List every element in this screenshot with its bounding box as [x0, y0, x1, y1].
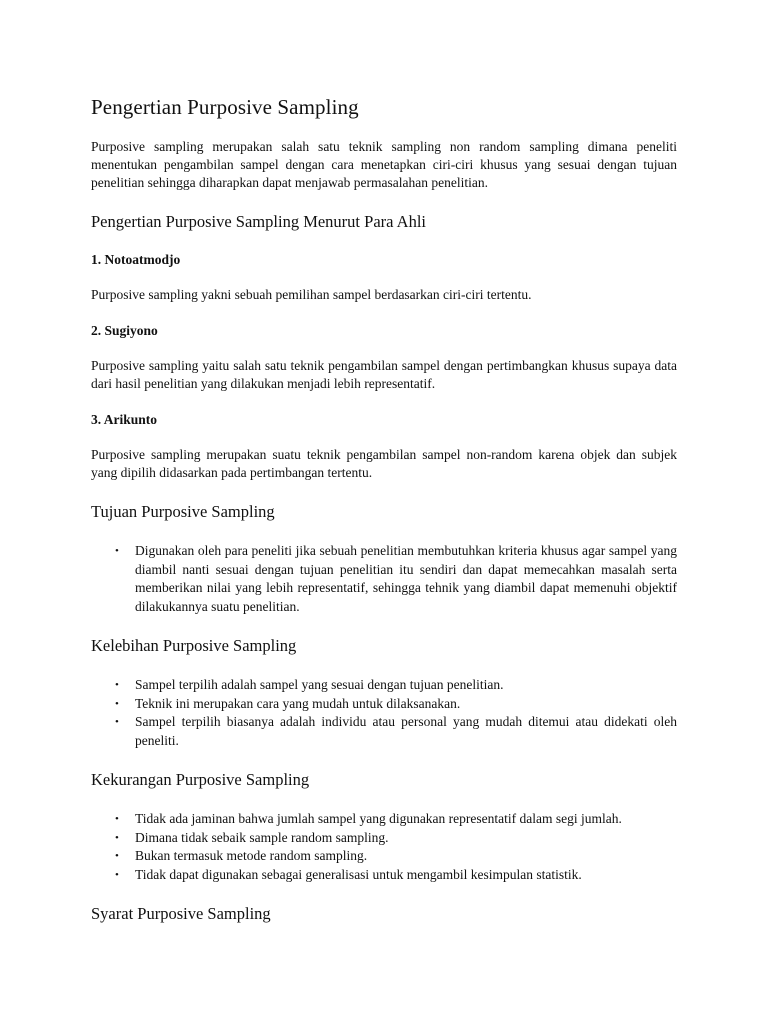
bullet-icon: •	[115, 545, 119, 557]
bullet-icon: •	[115, 831, 119, 844]
expert-definition-notoatmodjo: Purposive sampling yakni sebuah pemilihan sampel berdasarkan ciri-ciri tertentu.	[91, 287, 532, 302]
list-item	[91, 542, 677, 616]
expert-name-arikunto: 3. Arikunto	[91, 412, 158, 427]
list-item-text: Tidak ada jaminan bahwa jumlah sampel yang digunakan representatif dalam segi jumlah.	[135, 811, 622, 826]
bullet-icon: •	[115, 697, 119, 710]
kelebihan-list	[91, 676, 677, 750]
list-item-text: Tidak dapat digunakan sebagai generalisasi untuk mengambil kesimpulan statistik.	[135, 866, 582, 882]
expert-definition-sugiyono: Purposive sampling yaitu salah satu teknik pengambilan sampel dengan pertimbangkan khusus supaya data dari hasil penelitian yang dilakukan menjadi lebih representatif.	[91, 358, 677, 391]
tujuan-list	[91, 542, 677, 616]
list-item	[91, 713, 677, 750]
kekurangan-list	[91, 810, 677, 884]
expert-name-sugiyono: 2. Sugiyono	[91, 323, 158, 338]
list-item	[91, 866, 677, 885]
kelebihan-heading: Kelebihan Purposive Sampling	[91, 636, 297, 655]
bullet-icon: •	[115, 716, 119, 728]
experts-heading: Pengertian Purposive Sampling Menurut Para Ahli	[91, 212, 427, 231]
list-item	[91, 810, 677, 829]
list-item	[91, 847, 677, 866]
list-item	[91, 695, 677, 714]
bullet-icon: •	[115, 679, 119, 691]
bullet-icon: •	[115, 850, 119, 862]
list-item-text: Digunakan oleh para peneliti jika sebuah penelitian membutuhkan kriteria khusus agar sampel yang diambil nanti sesuai dengan tujuan penelitian itu sendiri dan dapat memecahkan masalah serta memberikan nilai yang lebih representatif, sehingga tehnik yang diambil dapat memenuhi objektif dilakukannya suatu penelitian.	[135, 543, 677, 614]
list-item-text: Sampel terpilih adalah sampel yang sesuai dengan tujuan penelitian.	[135, 677, 504, 692]
list-item	[91, 829, 677, 848]
list-item-text: Teknik ini merupakan cara yang mudah untuk dilaksanakan.	[135, 695, 461, 711]
list-item-text: Dimana tidak sebaik sample random sampling.	[135, 829, 389, 845]
intro-paragraph: Purposive sampling merupakan salah satu teknik sampling non random sampling dimana peneliti menentukan pengambilan sampel dengan cara menetapkan ciri-ciri khusus yang sesuai dengan tujuan penelitian sehingga diharapkan dapat menjawab permasalahan penelitian.	[91, 139, 677, 190]
tujuan-heading: Tujuan Purposive Sampling	[91, 502, 275, 521]
page-title: Pengertian Purposive Sampling	[91, 95, 359, 119]
kekurangan-heading: Kekurangan Purposive Sampling	[91, 770, 310, 789]
bullet-icon: •	[115, 868, 119, 881]
expert-definition-arikunto: Purposive sampling merupakan suatu teknik pengambilan sampel non-random karena objek dan subjek yang dipilih didasarkan pada pertimbangan tertentu.	[91, 447, 677, 480]
document-content	[91, 93, 677, 925]
list-item-text: Sampel terpilih biasanya adalah individu atau personal yang mudah ditemui atau didekati oleh peneliti.	[135, 714, 677, 748]
list-item-text: Bukan termasuk metode random sampling.	[135, 848, 368, 863]
list-item	[91, 676, 677, 695]
syarat-heading: Syarat Purposive Sampling	[91, 904, 271, 923]
bullet-icon: •	[115, 813, 119, 825]
expert-name-notoatmodjo: 1. Notoatmodjo	[91, 252, 181, 267]
